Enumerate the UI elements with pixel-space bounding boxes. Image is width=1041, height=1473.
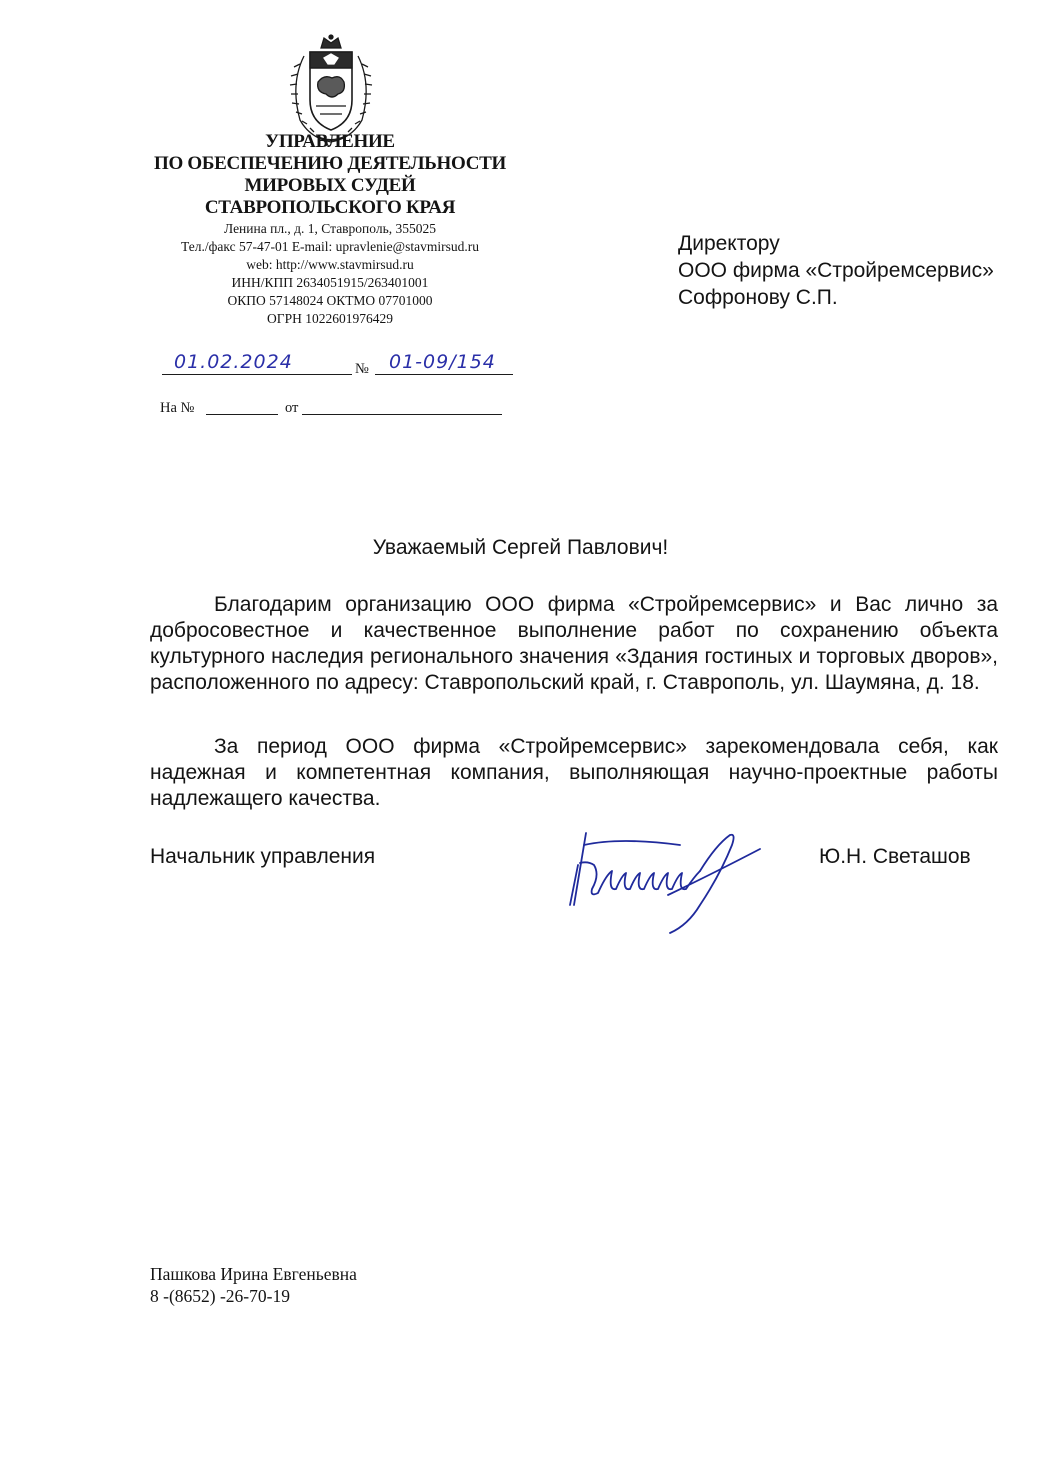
addressee-name: Софронову С.П. [678,286,838,309]
letterhead-contacts [150,220,510,328]
org-website: web: http://www.stavmirsud.ru [246,257,414,272]
handwritten-signature-icon [560,805,770,935]
reply-number-line [206,414,278,415]
org-name-line-4: СТАВРОПОЛЬСКОГО КРАЯ [204,197,456,218]
outgoing-number-line [375,351,513,375]
reply-from-label: от [285,400,299,416]
org-name-line-2: ПО ОБЕСПЕЧЕНИЮ ДЕЯТЕЛЬНОСТИ [154,153,506,174]
greeting: Уважаемый Сергей Павлович! [372,536,669,559]
addressee-position: Директору [678,232,780,255]
number-label: № [355,361,369,377]
coat-of-arms-icon [286,34,376,146]
org-name-line-1: УПРАВЛЕНИЕ [265,131,395,152]
org-okpo: ОКПО 57148024 ОКТМО 07701000 [227,293,433,308]
org-name-line-3: МИРОВЫХ СУДЕЙ [244,175,416,196]
reply-label: На № [160,400,195,416]
letterhead-title [150,131,510,219]
reply-date-line [302,414,502,415]
org-phone-email: Тел./факс 57-47-01 E-mail: upravlenie@stavmirsud.ru [181,239,479,254]
outgoing-date-line [162,351,352,375]
executor-block [150,1263,357,1307]
outgoing-number: 01-09/154 [389,351,496,373]
org-address: Ленина пл., д. 1, Ставрополь, 355025 [224,221,436,236]
paragraph-gratitude: Благодарим организацию ООО фирма «Стройремсервис» и Вас лично за добросовестное и качественное выполнение работ по сохранению объекта культурного наследия регионального значения «Здания гостиных и торговых дворов», расположенного по адресу: Ставропольский край, г. Ставрополь, ул. Шаумяна, д. 18. [150,593,998,694]
outgoing-date: 01.02.2024 [174,351,293,373]
executor-phone: 8 -(8652) -26-70-19 [150,1286,290,1306]
addressee-block [678,230,994,311]
paragraph-recommendation: За период ООО фирма «Стройремсервис» зарекомендовала себя, как надежная и компетентная компания, выполняющая научно-проектные работы надлежащего качества. [150,735,998,810]
org-ogrn: ОГРН 1022601976429 [267,311,393,326]
addressee-company: ООО фирма «Стройремсервис» [678,259,994,282]
signatory-name: Ю.Н. Светашов [819,845,971,868]
signatory-position: Начальник управления [150,845,376,868]
executor-name: Пашкова Ирина Евгеньевна [150,1264,357,1284]
org-inn: ИНН/КПП 2634051915/263401001 [231,275,429,290]
